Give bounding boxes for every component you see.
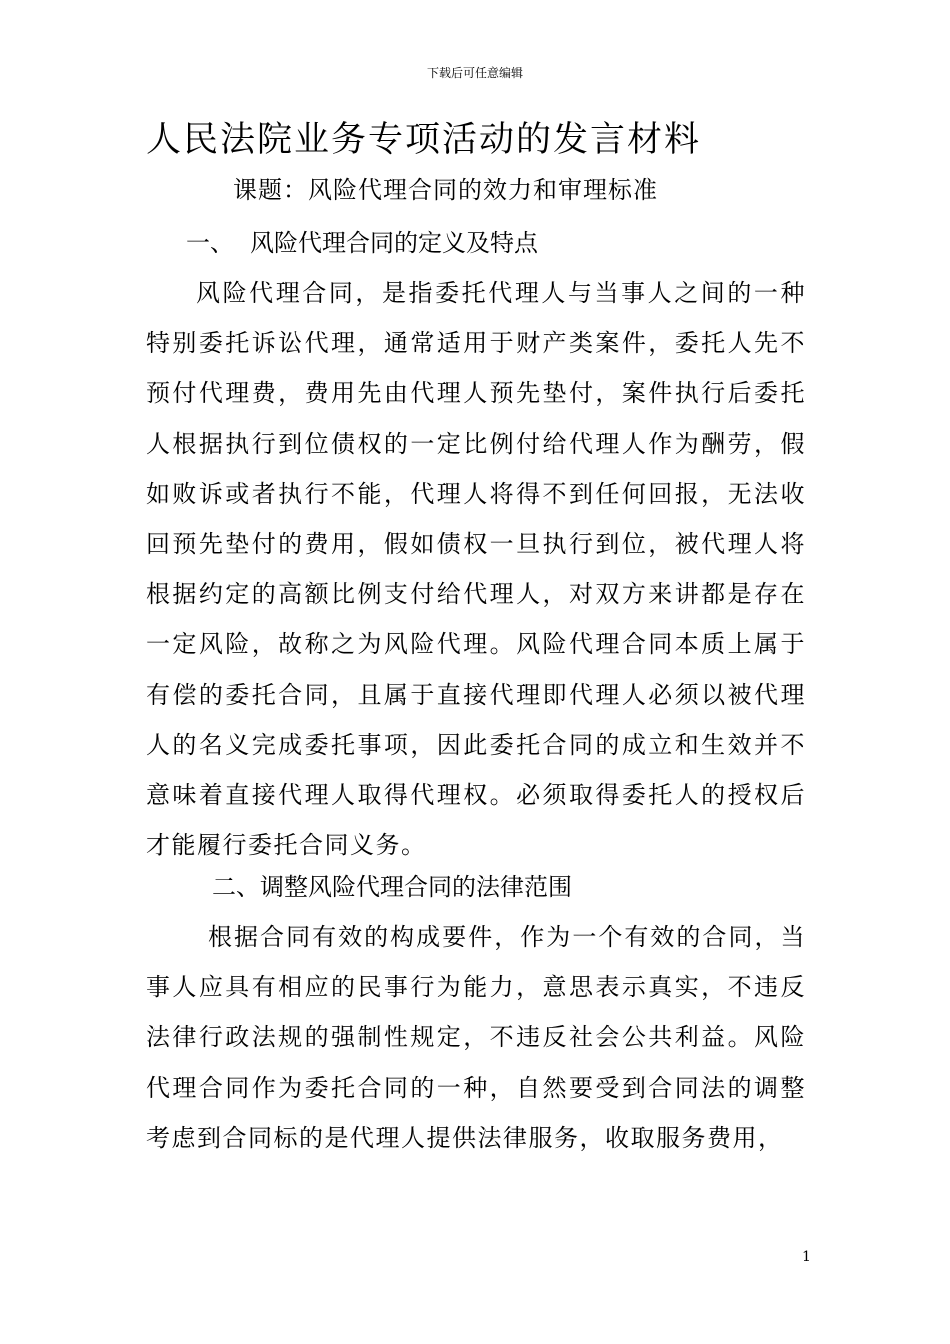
- document-title: 人民法院业务专项活动的发言材料: [146, 120, 702, 160]
- section-2-heading: 二、调整风险代理合同的法律范围: [212, 873, 572, 901]
- section-1-heading: [186, 226, 538, 260]
- section-1-heading-text: 风险代理合同的定义及特点: [250, 229, 538, 257]
- page-number: 1: [802, 1249, 811, 1265]
- document-subtitle: 课题：风险代理合同的效力和审理标准: [233, 176, 658, 204]
- section-2-paragraph: 根据合同有效的构成要件，作为一个有效的合同，当事人应具有相应的民事行为能力，意思表示真实，不违反法律行政法规的强制性规定，不违反社会公共利益。风险代理合同作为委托合同的一种，自然要受到合同法的调整考虑到合同标的是代理人提供法律服务，收取服务费用，: [146, 923, 806, 1152]
- section-1-paragraph: 风险代理合同，是指委托代理人与当事人之间的一种特别委托诉讼代理，通常适用于财产类案件，委托人先不预付代理费，费用先由代理人预先垫付，案件执行后委托人根据执行到位债权的一定比例付给代理人作为酬劳，假如败诉或者执行不能，代理人将得不到任何回报，无法收回预先垫付的费用，假如债权一旦执行到位，被代理人将根据约定的高额比例支付给代理人，对双方来讲都是存在一定风险，故称之为风险代理。风险代理合同本质上属于有偿的委托合同，且属于直接代理即代理人必须以被代理人的名义完成委托事项，因此委托合同的成立和生效并不意味着直接代理人取得代理权。必须取得委托人的授权后才能履行委托合同义务。: [146, 279, 806, 860]
- section-1-number: 一、: [186, 229, 234, 257]
- header-note: 下载后可任意编辑: [426, 66, 523, 80]
